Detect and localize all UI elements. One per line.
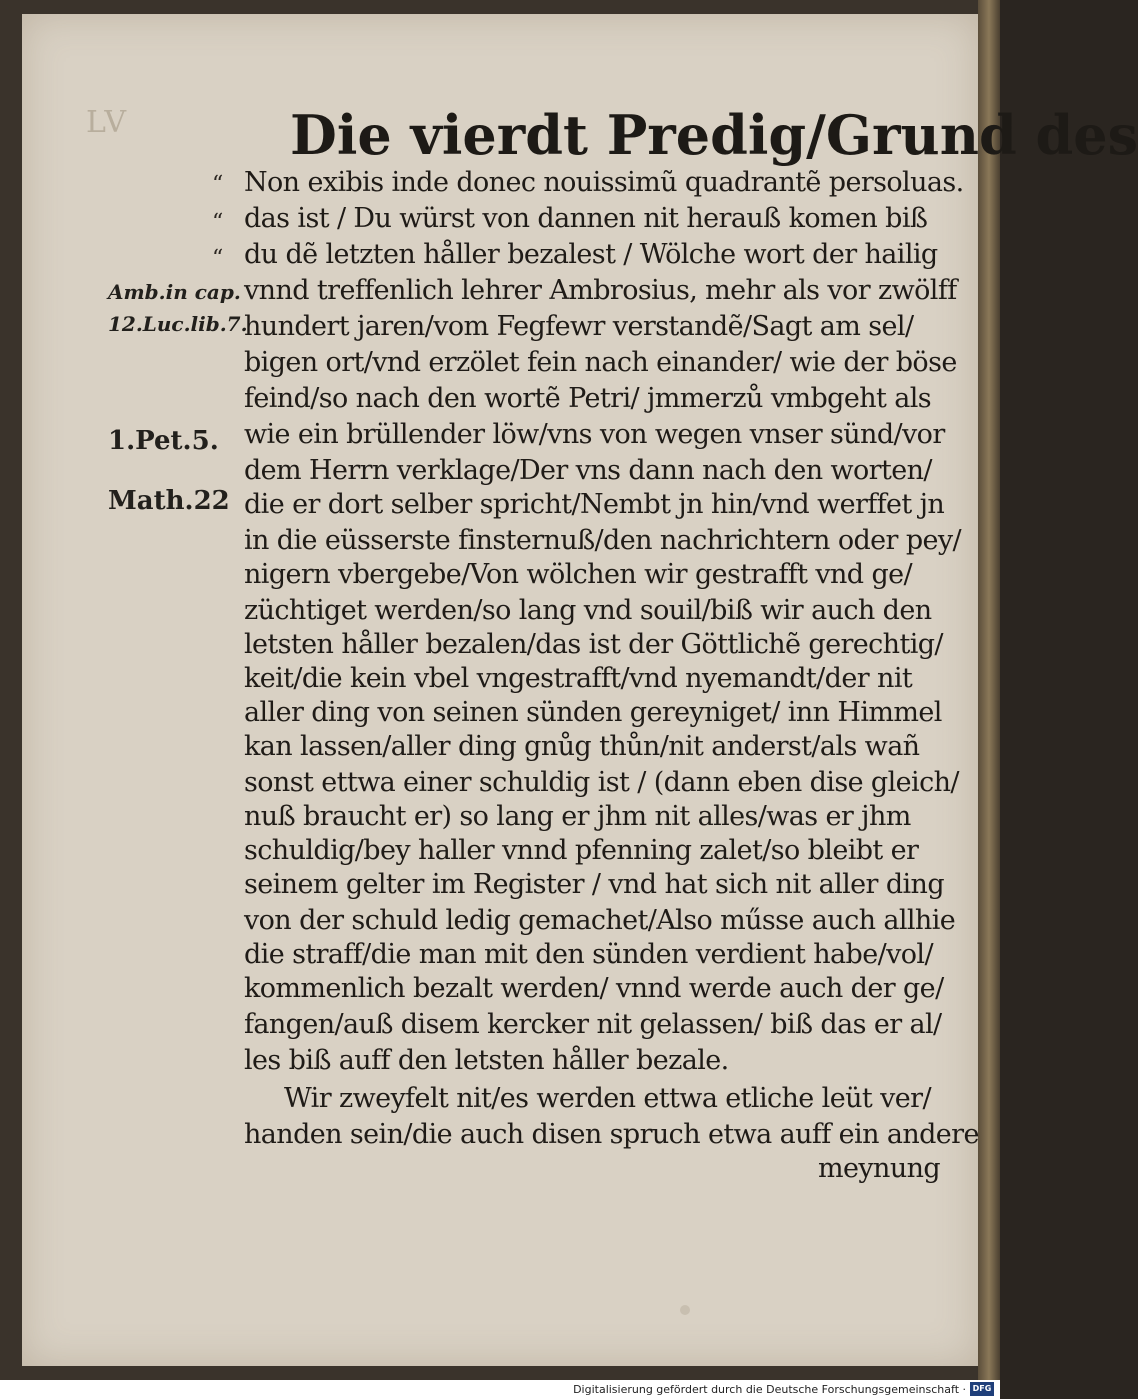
- margin-note-peter: 1.Pet.5.: [108, 426, 219, 456]
- text-line: vnnd treffenlich lehrer Ambrosius, mehr als vor zwölff: [244, 275, 957, 306]
- running-head: Die vierdt Predig/Grund des: [290, 103, 1138, 167]
- text-line: die straff/die man mit den sünden verdient habe/vol/: [244, 939, 933, 970]
- margin-note-matthew: Math.22: [108, 486, 230, 516]
- catchword: meynung: [818, 1153, 941, 1184]
- text-line: dem Herrn verklage/Der vns dann nach den worten/: [244, 455, 932, 486]
- text-line: fangen/auß disem kercker nit gelassen/ biß das er al/: [244, 1009, 942, 1040]
- text-line: du dẽ letzten håller bezalest / Wölche wort der hailig: [244, 239, 938, 270]
- text-line: Wir zweyfelt nit/es werden ettwa etliche leüt ver/: [284, 1083, 931, 1114]
- text-line: hundert jaren/vom Fegfewr verstandẽ/Sagt am sel/: [244, 311, 914, 342]
- dfg-logo: DFG: [970, 1382, 994, 1396]
- text-line: die er dort selber spricht/Nembt jn hin/vnd werffet jn: [244, 489, 945, 520]
- quote-mark: “: [212, 210, 224, 235]
- text-line: letsten håller bezalen/das ist der Göttlichẽ gerechtig/: [244, 629, 943, 660]
- text-line: handen sein/die auch disen spruch etwa auff ein andere: [244, 1119, 979, 1150]
- page-number-mark: LV: [86, 105, 129, 140]
- text-line: züchtiget werden/so lang vnd souil/biß wir auch den: [244, 595, 932, 626]
- quote-mark: “: [212, 172, 224, 197]
- margin-note-ambrose-2: 12.Luc.lib.7.: [108, 312, 248, 336]
- text-line: von der schuld ledig gemachet/Also műsse auch allhie: [244, 905, 956, 936]
- text-line: kommenlich bezalt werden/ vnnd werde auch der ge/: [244, 973, 944, 1004]
- book-edge: [978, 0, 1000, 1380]
- text-line: wie ein brüllender löw/vns von wegen vnser sünd/vor: [244, 419, 945, 450]
- text-line: kan lassen/aller ding gnůg thůn/nit anderst/als wañ: [244, 731, 920, 762]
- text-line: nuß braucht er) so lang er jhm nit alles/was er jhm: [244, 801, 911, 832]
- margin-note-ambrose-1: Amb.in cap.: [108, 280, 241, 304]
- text-line: das ist / Du würst von dannen nit herauß komen biß: [244, 203, 928, 234]
- text-line: les biß auff den letsten håller bezale.: [244, 1045, 729, 1076]
- paper-spot: [680, 1305, 690, 1315]
- quote-mark: “: [212, 246, 224, 271]
- text-line: sonst ettwa einer schuldig ist / (dann eben dise gleich/: [244, 767, 959, 798]
- text-line: feind/so nach den wortẽ Petri/ jmmerzů vmbgeht als: [244, 383, 932, 414]
- text-line: schuldig/bey haller vnnd pfenning zalet/so bleibt er: [244, 835, 919, 866]
- text-line: seinem gelter im Register / vnd hat sich nit aller ding: [244, 869, 945, 900]
- text-line: in die eüsserste finsternuß/den nachrichtern oder pey/: [244, 525, 962, 556]
- text-line: keit/die kein vbel vngestrafft/vnd nyemandt/der nit: [244, 663, 913, 694]
- text-line: Non exibis inde donec nouissimũ quadrantẽ persoluas.: [244, 167, 964, 198]
- funding-notice: Digitalisierung gefördert durch die Deutsche Forschungsgemeinschaft ·: [573, 1383, 966, 1396]
- text-line: aller ding von seinen sünden gereyniget/ inn Himmel: [244, 697, 942, 728]
- text-line: bigen ort/vnd erzölet fein nach einander/ wie der böse: [244, 347, 957, 378]
- text-line: nigern vbergebe/Von wölchen wir gestrafft vnd ge/: [244, 559, 913, 590]
